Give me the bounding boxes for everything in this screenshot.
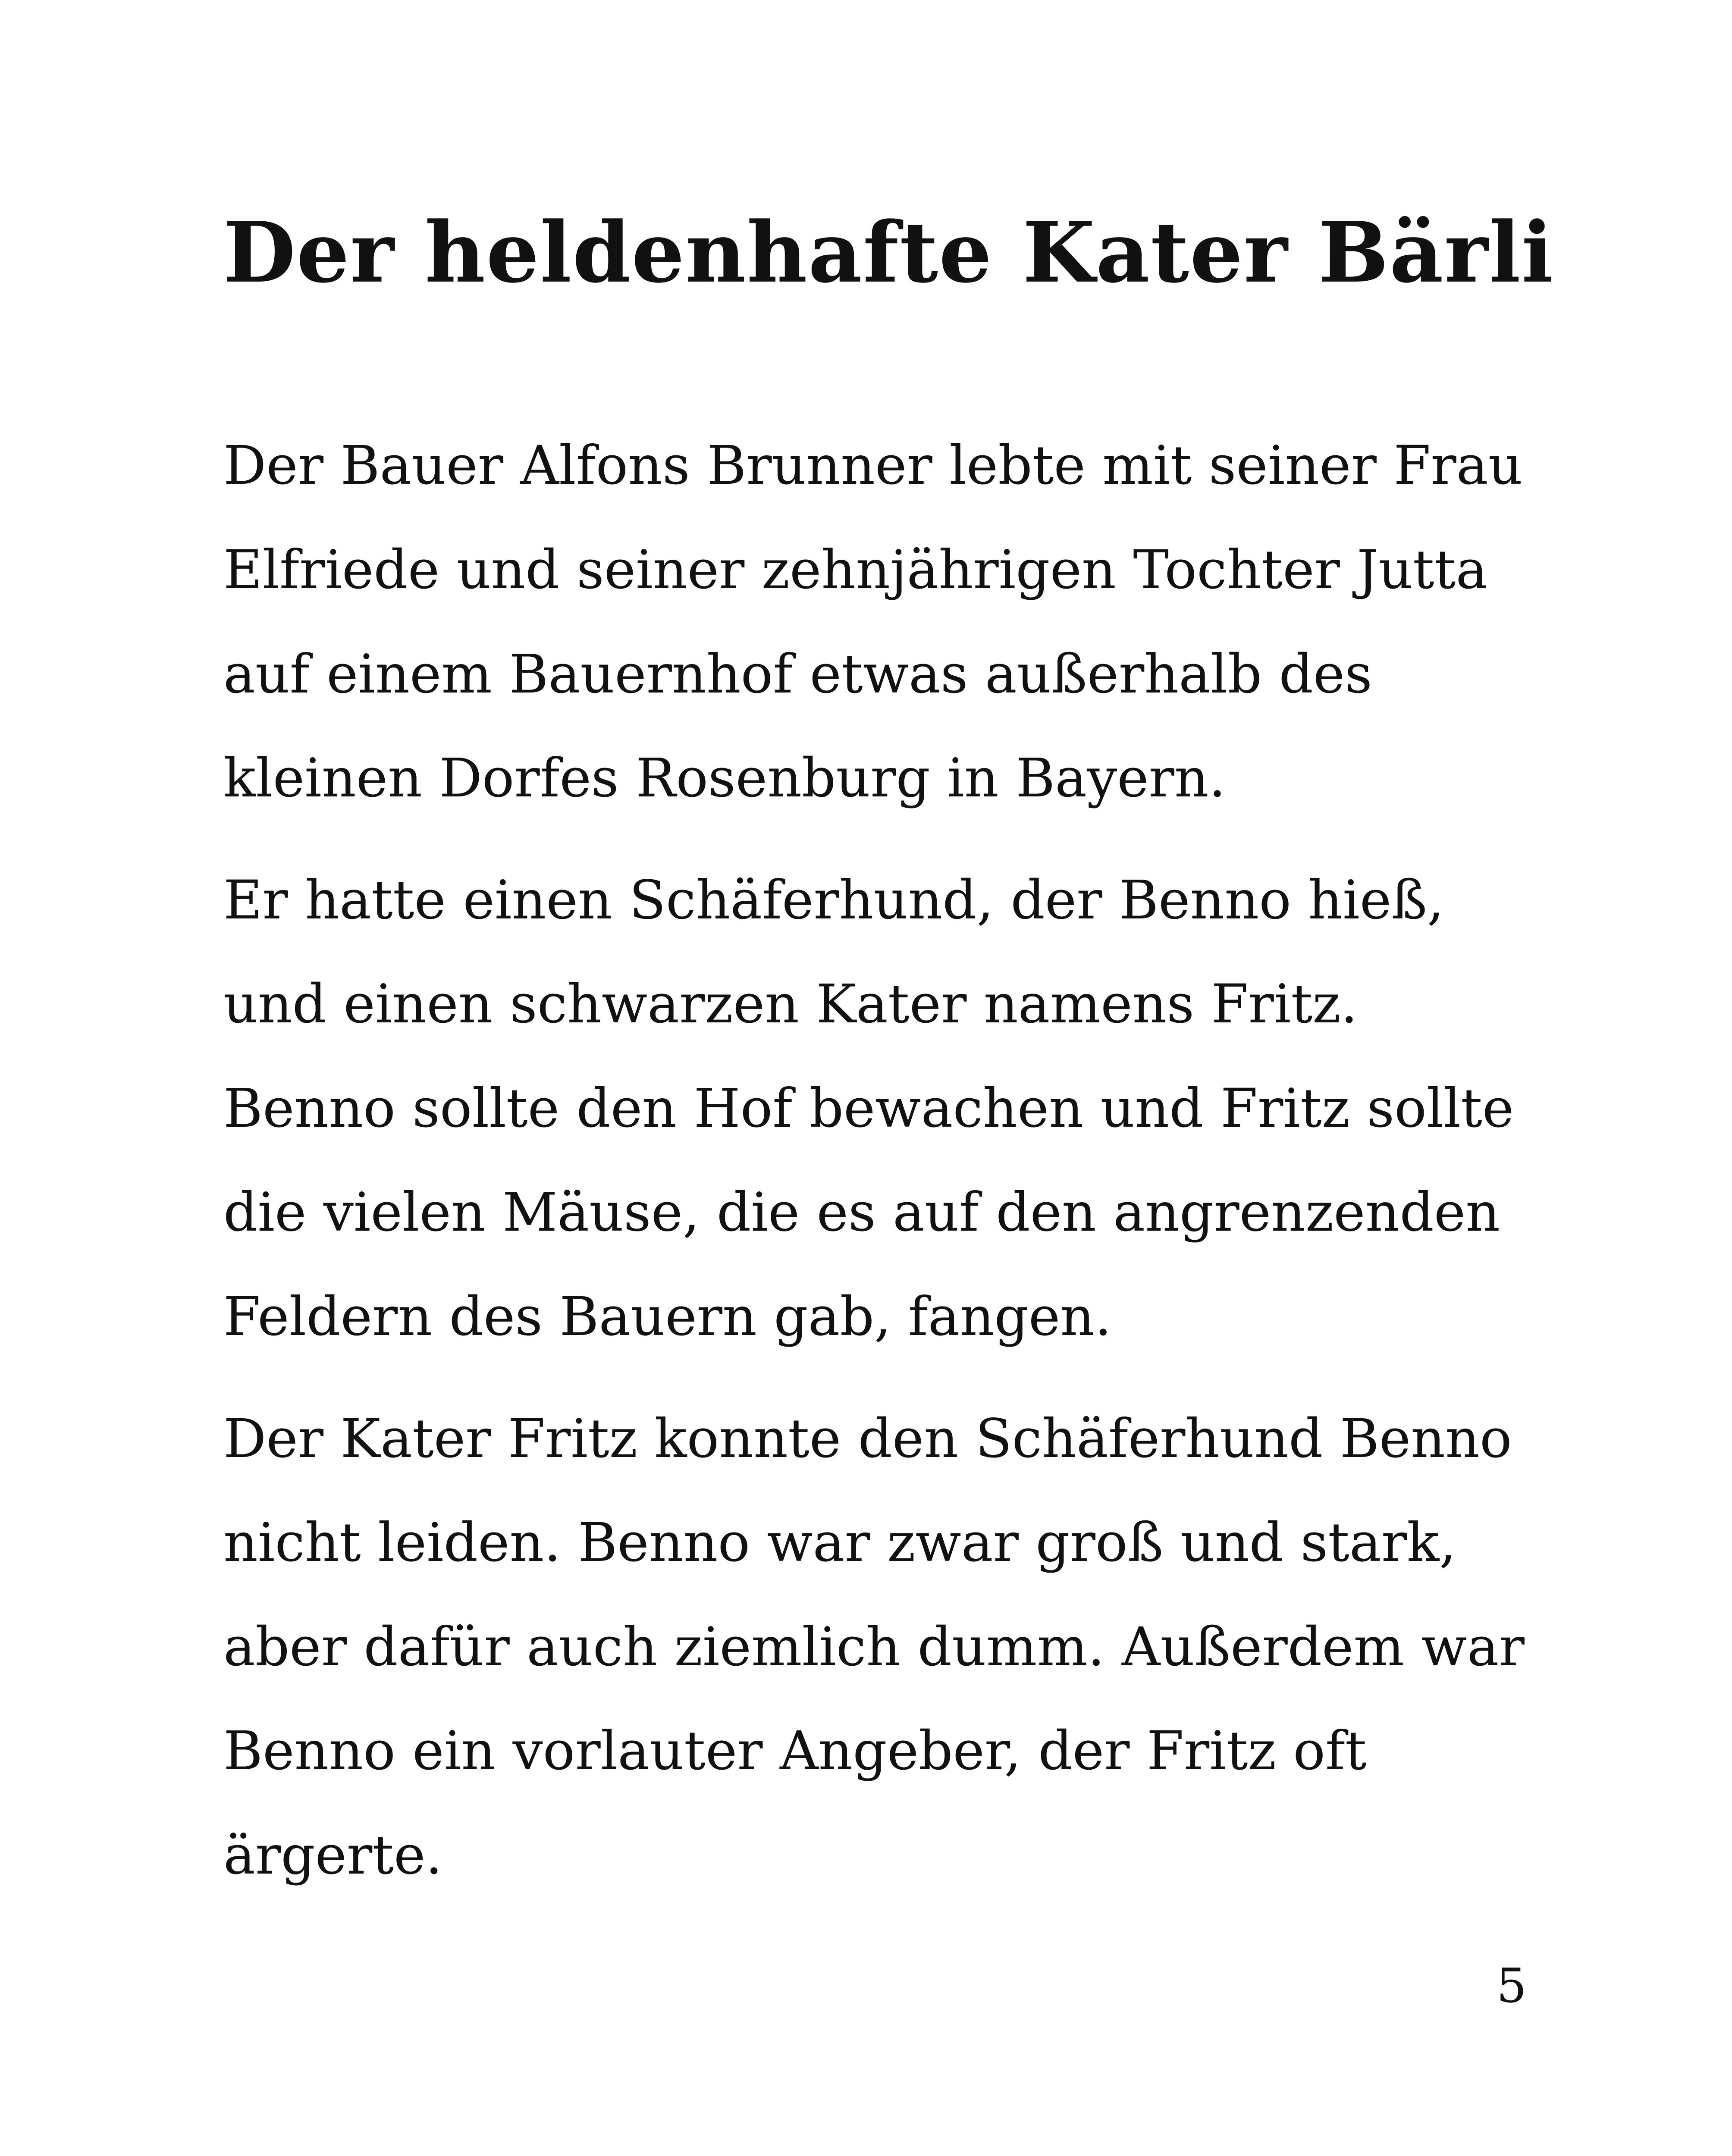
text-line: Der Bauer Alfons Brunner lebte mit seiner Frau xyxy=(223,435,1523,497)
text-line: die vielen Mäuse, die es auf den angrenzenden xyxy=(223,1181,1500,1244)
text-line: Er hatte einen Schäferhund, der Benno hieß, xyxy=(223,869,1444,931)
text-line: Benno sollte den Hof bewachen und Fritz sollte xyxy=(223,1078,1514,1140)
page-number: 5 xyxy=(1497,1958,1527,2013)
text-line: ärgerte. xyxy=(223,1824,442,1887)
text-line: aber dafür auch ziemlich dumm. Außerdem war xyxy=(223,1616,1525,1678)
text-line: Der Kater Fritz konnte den Schäferhund Benno xyxy=(223,1408,1512,1470)
text-line: Benno ein vorlauter Angeber, der Fritz oft xyxy=(223,1720,1367,1782)
text-line: und einen schwarzen Kater namens Fritz. xyxy=(223,973,1358,1035)
text-line: kleinen Dorfes Rosenburg in Bayern. xyxy=(223,747,1226,809)
text-line: Feldern des Bauern gab, fangen. xyxy=(223,1286,1112,1348)
page-title: Der heldenhafte Kater Bärli xyxy=(223,204,1554,301)
text-line: auf einem Bauernhof etwas außerhalb des xyxy=(223,643,1372,705)
text-line: Elfriede und seiner zehnjährigen Tochter Jutta xyxy=(223,539,1488,601)
text-line: nicht leiden. Benno war zwar groß und stark, xyxy=(223,1512,1456,1574)
